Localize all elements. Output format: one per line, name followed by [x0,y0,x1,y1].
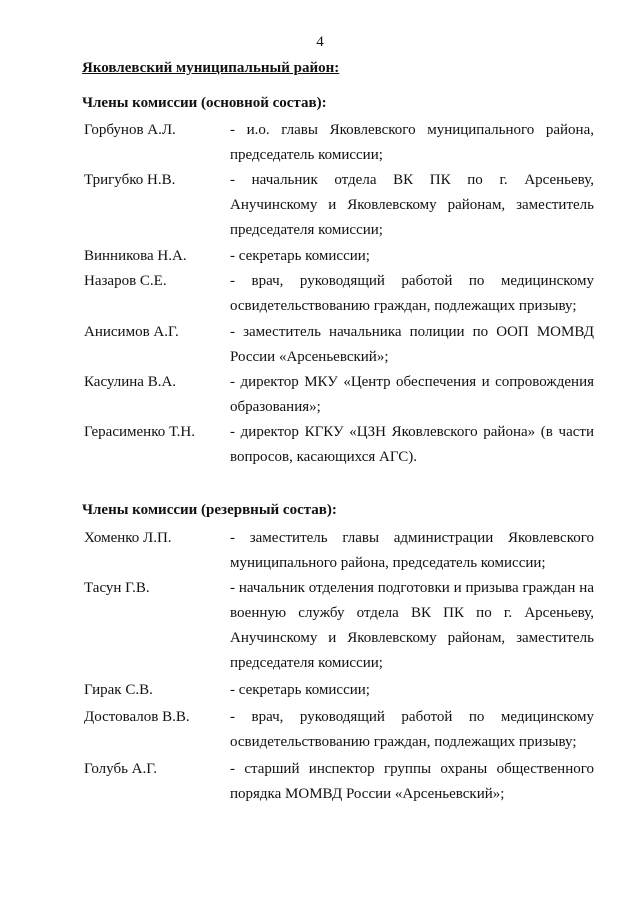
member-role: - начальник отделения подготовки и призыва граждан на военную службу отдела ВК ПК по г. Арсеньеву, Анучинскому и Яковлевскому районам, заместитель председателя комиссии; [230,580,594,671]
member-name: Тасун Г.В. [84,580,150,596]
member-row [84,168,594,243]
member-name: Касулина В.А. [84,374,177,390]
section-title-reserve: Члены комиссии (резервный состав): [82,502,337,518]
member-row [84,757,594,807]
member-role: - директор КГКУ «ЦЗН Яковлевского района» (в части вопросов, касающихся АГС). [230,424,594,465]
member-role: - врач, руководящий работой по медицинскому освидетельствованию граждан, подлежащих призыву; [230,709,594,750]
member-row [84,420,594,470]
member-role: - старший инспектор группы охраны общественного порядка МОМВД России «Арсеньевский»; [230,761,594,802]
member-name: Назаров С.Е. [84,273,167,289]
member-name: Гирак С.В. [84,682,153,698]
member-row [84,269,594,319]
district-title: Яковлевский муниципальный район: [82,60,340,76]
member-row [84,118,594,168]
member-name: Винникова Н.А. [84,248,187,264]
member-row [84,370,594,420]
member-role: - секретарь комиссии; [230,248,370,264]
member-row [84,576,594,676]
member-row [84,320,594,370]
member-row [84,244,594,269]
member-role: - секретарь комиссии; [230,682,370,698]
member-name: Голубь А.Г. [84,761,157,777]
member-name: Хоменко Л.П. [84,530,172,546]
member-role: - заместитель главы администрации Яковлевского муниципального района, председатель комиссии; [230,530,594,571]
member-name: Герасименко Т.Н. [84,424,195,440]
member-role: - директор МКУ «Центр обеспечения и сопровождения образования»; [230,374,594,415]
member-row [84,526,594,576]
member-role: - врач, руководящий работой по медицинскому освидетельствованию граждан, подлежащих призыву; [230,273,594,314]
member-role: - начальник отдела ВК ПК по г. Арсеньеву, Анучинскому и Яковлевскому районам, заместитель председателя комиссии; [230,172,594,238]
member-role: - заместитель начальника полиции по ООП МОМВД России «Арсеньевский»; [230,324,594,365]
section-title-main: Члены комиссии (основной состав): [82,95,327,111]
member-name: Тригубко Н.В. [84,172,176,188]
member-row [84,678,594,703]
member-name: Достовалов В.В. [84,709,190,725]
member-role: - и.о. главы Яковлевского муниципального района, председатель комиссии; [230,122,594,163]
member-name: Анисимов А.Г. [84,324,179,340]
member-row [84,705,594,755]
member-name: Горбунов А.Л. [84,122,176,138]
page-number: 4 [316,34,324,50]
